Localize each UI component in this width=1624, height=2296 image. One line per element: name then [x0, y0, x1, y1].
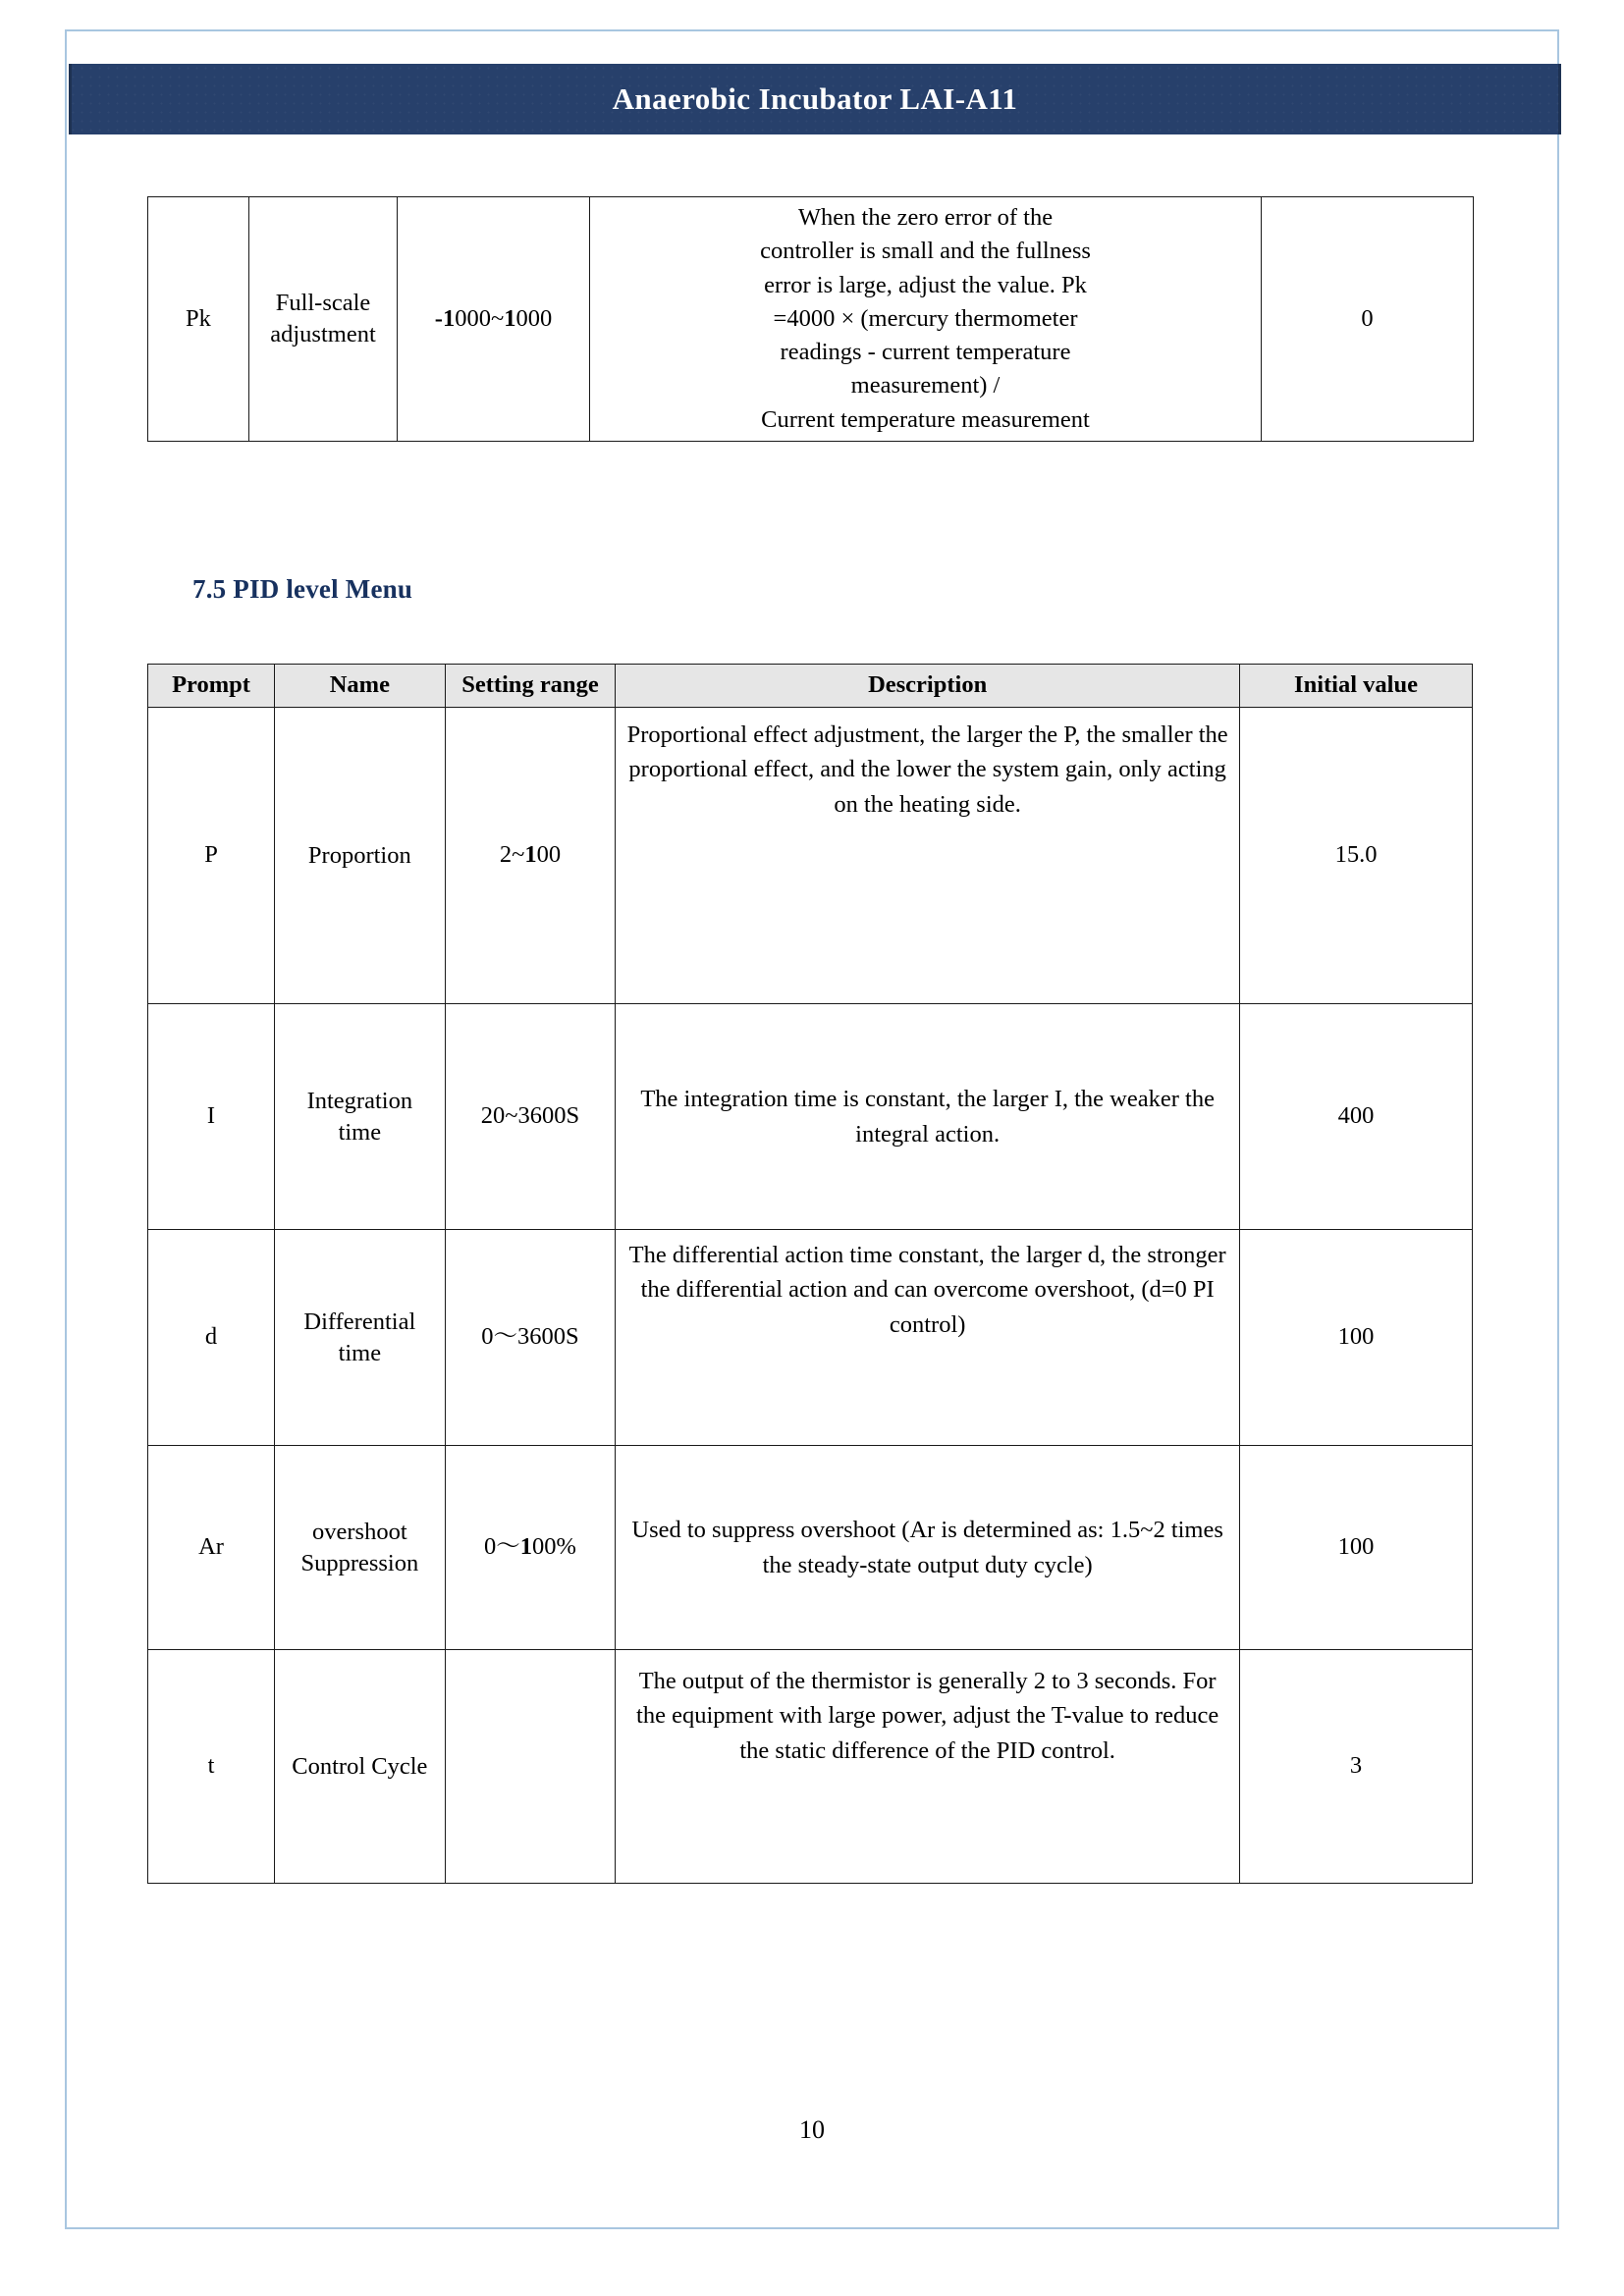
prompt-cell-p: P: [148, 708, 275, 1004]
range-post: 00: [536, 841, 562, 869]
setting-range-cell-t: [445, 1650, 616, 1884]
pk-initial-value-cell: 0: [1262, 197, 1474, 442]
range-bold: 1: [524, 841, 537, 869]
table-row: [148, 197, 1474, 442]
initial-value-cell-p: 15.0: [1240, 708, 1473, 1004]
desc-line: readings - current temperature: [780, 339, 1071, 366]
initial-value-cell-i: 400: [1240, 1004, 1473, 1230]
initial-value-cell-t: 3: [1240, 1650, 1473, 1884]
pk-description-cell: [590, 197, 1262, 442]
pk-range-part4: 000: [515, 304, 553, 332]
table-row: [148, 1004, 1473, 1230]
initial-value-cell-d: 100: [1240, 1230, 1473, 1446]
prompt-cell-ar: Ar: [148, 1446, 275, 1650]
table-header-row: [148, 665, 1473, 708]
column-header-description: Description: [616, 665, 1240, 708]
name-cell-t: Control Cycle: [275, 1650, 446, 1884]
description-cell-t: The output of the thermistor is generally 2 to 3 seconds. For the equipment with large power, adjust the T-value to reduce the static difference of the PID control.: [616, 1650, 1240, 1884]
desc-line: Current temperature measurement: [761, 405, 1090, 433]
column-header-name: Name: [275, 665, 446, 708]
column-header-prompt: Prompt: [148, 665, 275, 708]
column-header-initial-value: Initial value: [1240, 665, 1473, 708]
table-row: [148, 1446, 1473, 1650]
table-row: [148, 708, 1473, 1004]
page-number: 10: [799, 2115, 825, 2144]
pid-level-menu-table: [147, 664, 1473, 1884]
column-header-setting-range: Setting range: [445, 665, 616, 708]
desc-line: =4000 × (mercury thermometer: [773, 304, 1078, 332]
pk-range-bold-part1: -1: [434, 304, 456, 332]
name-cell-p: Proportion: [275, 708, 446, 1004]
desc-line: controller is small and the fullness: [760, 238, 1091, 265]
description-cell-ar: Used to suppress overshoot (Ar is determined as: 1.5~2 times the steady-state output duty cycle): [616, 1446, 1240, 1650]
name-cell-i: Integration time: [275, 1004, 446, 1230]
pk-setting-range-cell: [398, 197, 590, 442]
pk-name-cell: Full-scale adjustment: [249, 197, 398, 442]
range-pre: 20~3600S: [480, 1102, 580, 1130]
range-pre: 2~: [499, 841, 525, 869]
pk-parameter-table: [147, 196, 1474, 442]
setting-range-cell-ar: [445, 1446, 616, 1650]
name-cell-d: Differential time: [275, 1230, 446, 1446]
table-row: [148, 1650, 1473, 1884]
name-cell-ar: overshoot Suppression: [275, 1446, 446, 1650]
prompt-cell-t: t: [148, 1650, 275, 1884]
page-title: Anaerobic Incubator LAI-A11: [612, 81, 1018, 116]
description-cell-p: Proportional effect adjustment, the larger the P, the smaller the proportional effect, and the lower the system gain, only acting on the heating side.: [616, 708, 1240, 1004]
prompt-cell-d: d: [148, 1230, 275, 1446]
prompt-cell-i: I: [148, 1004, 275, 1230]
range-post: 00%: [531, 1533, 576, 1561]
description-cell-d: The differential action time constant, the larger d, the stronger the differential action and can overcome overshoot, (d=0 PI control): [616, 1230, 1240, 1446]
setting-range-cell-i: [445, 1004, 616, 1230]
section-heading: 7.5 PID level Menu: [192, 574, 413, 604]
page-header-banner: [69, 64, 1561, 134]
range-pre: 0〜3600S: [481, 1323, 579, 1351]
pk-prompt-cell: Pk: [148, 197, 249, 442]
desc-line: measurement) /: [850, 372, 1001, 400]
pk-range-part2: 000~: [455, 304, 505, 332]
range-bold: 1: [519, 1533, 532, 1561]
range-pre: 0〜: [483, 1533, 520, 1561]
table-row: [148, 1230, 1473, 1446]
desc-line: When the zero error of the: [797, 204, 1054, 231]
description-cell-i: The integration time is constant, the larger I, the weaker the integral action.: [616, 1004, 1240, 1230]
desc-line: error is large, adjust the value. Pk: [764, 271, 1087, 298]
setting-range-cell-p: [445, 708, 616, 1004]
pk-range-bold-part3: 1: [504, 304, 516, 332]
setting-range-cell-d: [445, 1230, 616, 1446]
initial-value-cell-ar: 100: [1240, 1446, 1473, 1650]
